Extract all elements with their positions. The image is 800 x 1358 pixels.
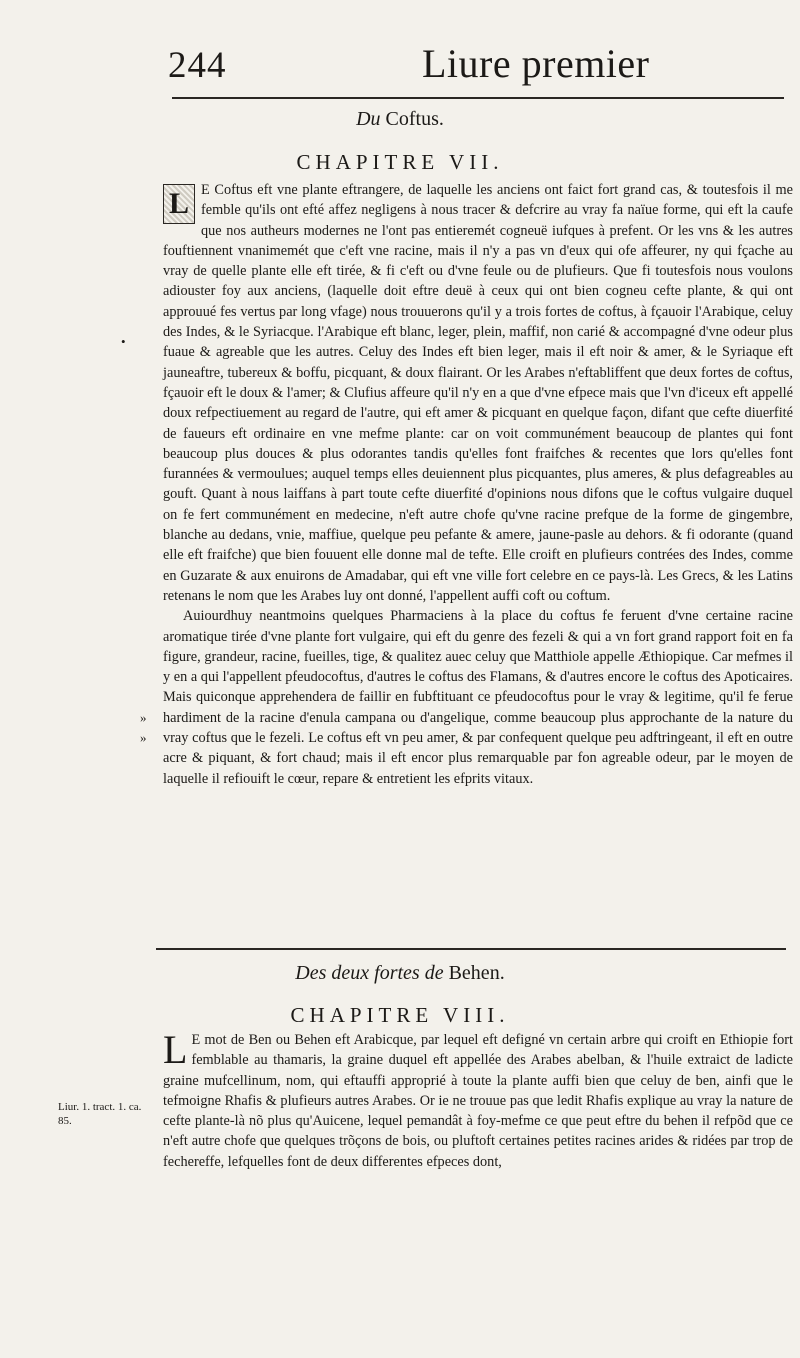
book-title: Liure premier (422, 41, 650, 86)
paragraph-costus-1: E Coftus eft vne plante eftrangere, de laquelle les anciens ont faict fort grand cas, & toutesfois il me femble qu'ils ont efté affez negligens à nous tracer & defcrire au vray fa naïue forme, qui eft la caufe que nos autheurs modernes ne l'ont pas entieremét cogneuë iufques à prefent. Or les vns & les autres fouftiennent vnanimemét que c'eft vne racine, mais il n'y a pas vn d'eux qui ofe affeurer, ny qui fçache au vray de quelle plante elle eft tirée, & fi c'eft ou d'vne feule ou de plufieurs. Que fi toutesfois nous voulons adiouster foy aux anciens, (laquelle doit eftre deuë à ceux qui ont bien cogneu cefte plante, & qui ont approuué fes vertus par long vfage) nous trouuerons qu'il y a trois fortes de coftus, à fçauoir l'Arabique, celuy des Indes, & le Syriacque. l'Arabique eft blanc, leger, plein, maffif, non carié & accompagné d'vne odeur plus fuaue & agreable que les autres. Celuy des Indes eft bien leger, mais il eft noir & amer, & le Syriaque eft jauneaftre, tubereux & boffu, picquant, & doux flairant. Or les Arabes n'eftabliffent que deux fortes de coftus, fçauoir eft le doux & l'amer; & Clufius affeure qu'il n'y en a que d'vne efpece mais que l'vn d'iceux eft appellé doux refpectiuement au regard de l'autre, qui eft amer & picquant en quelque façon, difant que cefte diuerfité de faueurs eft ordinaire en vne mefme plante: car on voit communément beaucoup de plantes qui font beaucoup plus douces & plus odorantes tandis qu'elles font fraifches & recentes que lors qu'elles font furannées & vermoulues; auquel temps elles deuiennent plus picquantes, plus ameres, & plus defagreables au gouft. Quant à nous laiffans à part toute cefte diuerfité d'opinions nous difons que le coftus vulgaire duquel on fe fert communément en medecine, n'eft autre chofe qu'vne racine prefque de la forme de gingembre, blanche au dedans, vnie, maffiue, quelque peu pefante & amere, jaune-pasle au dehors. & fi odorante (quand elle eft fraifche) que bien fouuent elle donne mal de tefte. Elle croift en plufieurs contrées des Indes, comme en Guzarate & aux enuirons de Amadabar, qui eft vne ville fort celebre en ce pays-là. Les Grecs, & les Latins retenans le nom que les Arabes luy ont donné, l'appellent auffi coft ou coftum. (163, 182, 793, 604)
margin-note-reference: Liur. 1. tract. 1. ca. 85. (58, 1101, 142, 1127)
paragraph-costus-2: Auiourdhuy neantmoins quelques Pharmaciens à la place du coftus fe feruent d'vne certaine racine aromatique tirée d'vne plante fort vulgaire, qui eft du genre des fezeli & qui a vn fort grand rapport foit en fa figure, grandeur, racine, fueilles, tige, & qualitez auec celuy que Matthiole appelle Æthiopique. Car mefmes il y en a qui l'appellent pfeudocoftus, d'autres le coftus des Flamans, & d'autres encore le coftus des Apoticaires. Mais quiconque apprehendera de faillir en fubftituant ce pfeudocoftus pour le vray & legitime, qu'il fe ferue hardiment de la racine d'enula campana ou d'angelique, comme beaucoup plus approchante de la nature du vray coftus que le fezeli. Le coftus eft vn peu amer, & par confequent quelque peu adftringeant, il eft en outre acre & piquant, & fort chaud; mais il eft encor plus remarquable par fon agreable odeur, par le moyen de laquelle il refiouift le cœur, repare & entretient les efprits vitaux. (163, 608, 793, 787)
page-number: 244 (168, 45, 227, 86)
chapter-heading-viii: CHAPITRE VIII. (290, 1003, 510, 1027)
margin-bullet: • (121, 334, 126, 349)
chapter-viii-text (163, 1027, 793, 1172)
ornamental-dropcap: L (163, 184, 195, 224)
section-title-costus: Du Coftus. (356, 108, 444, 130)
margin-quote-mark: » (140, 730, 147, 745)
chapter-heading-vii: CHAPITRE VII. (296, 150, 504, 174)
dropcap-letter: L (163, 1027, 188, 1072)
section-rule (156, 948, 786, 950)
header-rule (172, 97, 784, 99)
paragraph-behen-1: E mot de Ben ou Behen eft Arabicque, par lequel eft defigné vn certain arbre qui croift en Ethiopie fort femblable au thamaris, la graine duquel eft appellée des Arabes abelban, & l'huile extraict de ladicte graine mufcellinum, nom, qui eftauffi approprié à toute la plante auffi bien que celuy de ben, ainfi que le tefmoigne Rhafis & plufieurs autres Arabes. Or ie ne trouue pas que ledit Rhafis explique au vray la nature de cefte plante-là nõ plus qu'Auicene, lequel pemandât à foy-mefme ce que peut eftre du behen il refpõd que ce n'eft autre chofe que quelques trõçons de bois, ou pluftoft certaines petites racines arides & ridées par trop de fechereffe, lefquelles font de deux differentes efpeces dont, (163, 1032, 793, 1170)
section-title-behen: Des deux fortes de Behen. (295, 962, 505, 984)
running-head (160, 40, 780, 90)
margin-quote-mark: » (140, 710, 147, 725)
chapter-vii-text (163, 180, 793, 789)
